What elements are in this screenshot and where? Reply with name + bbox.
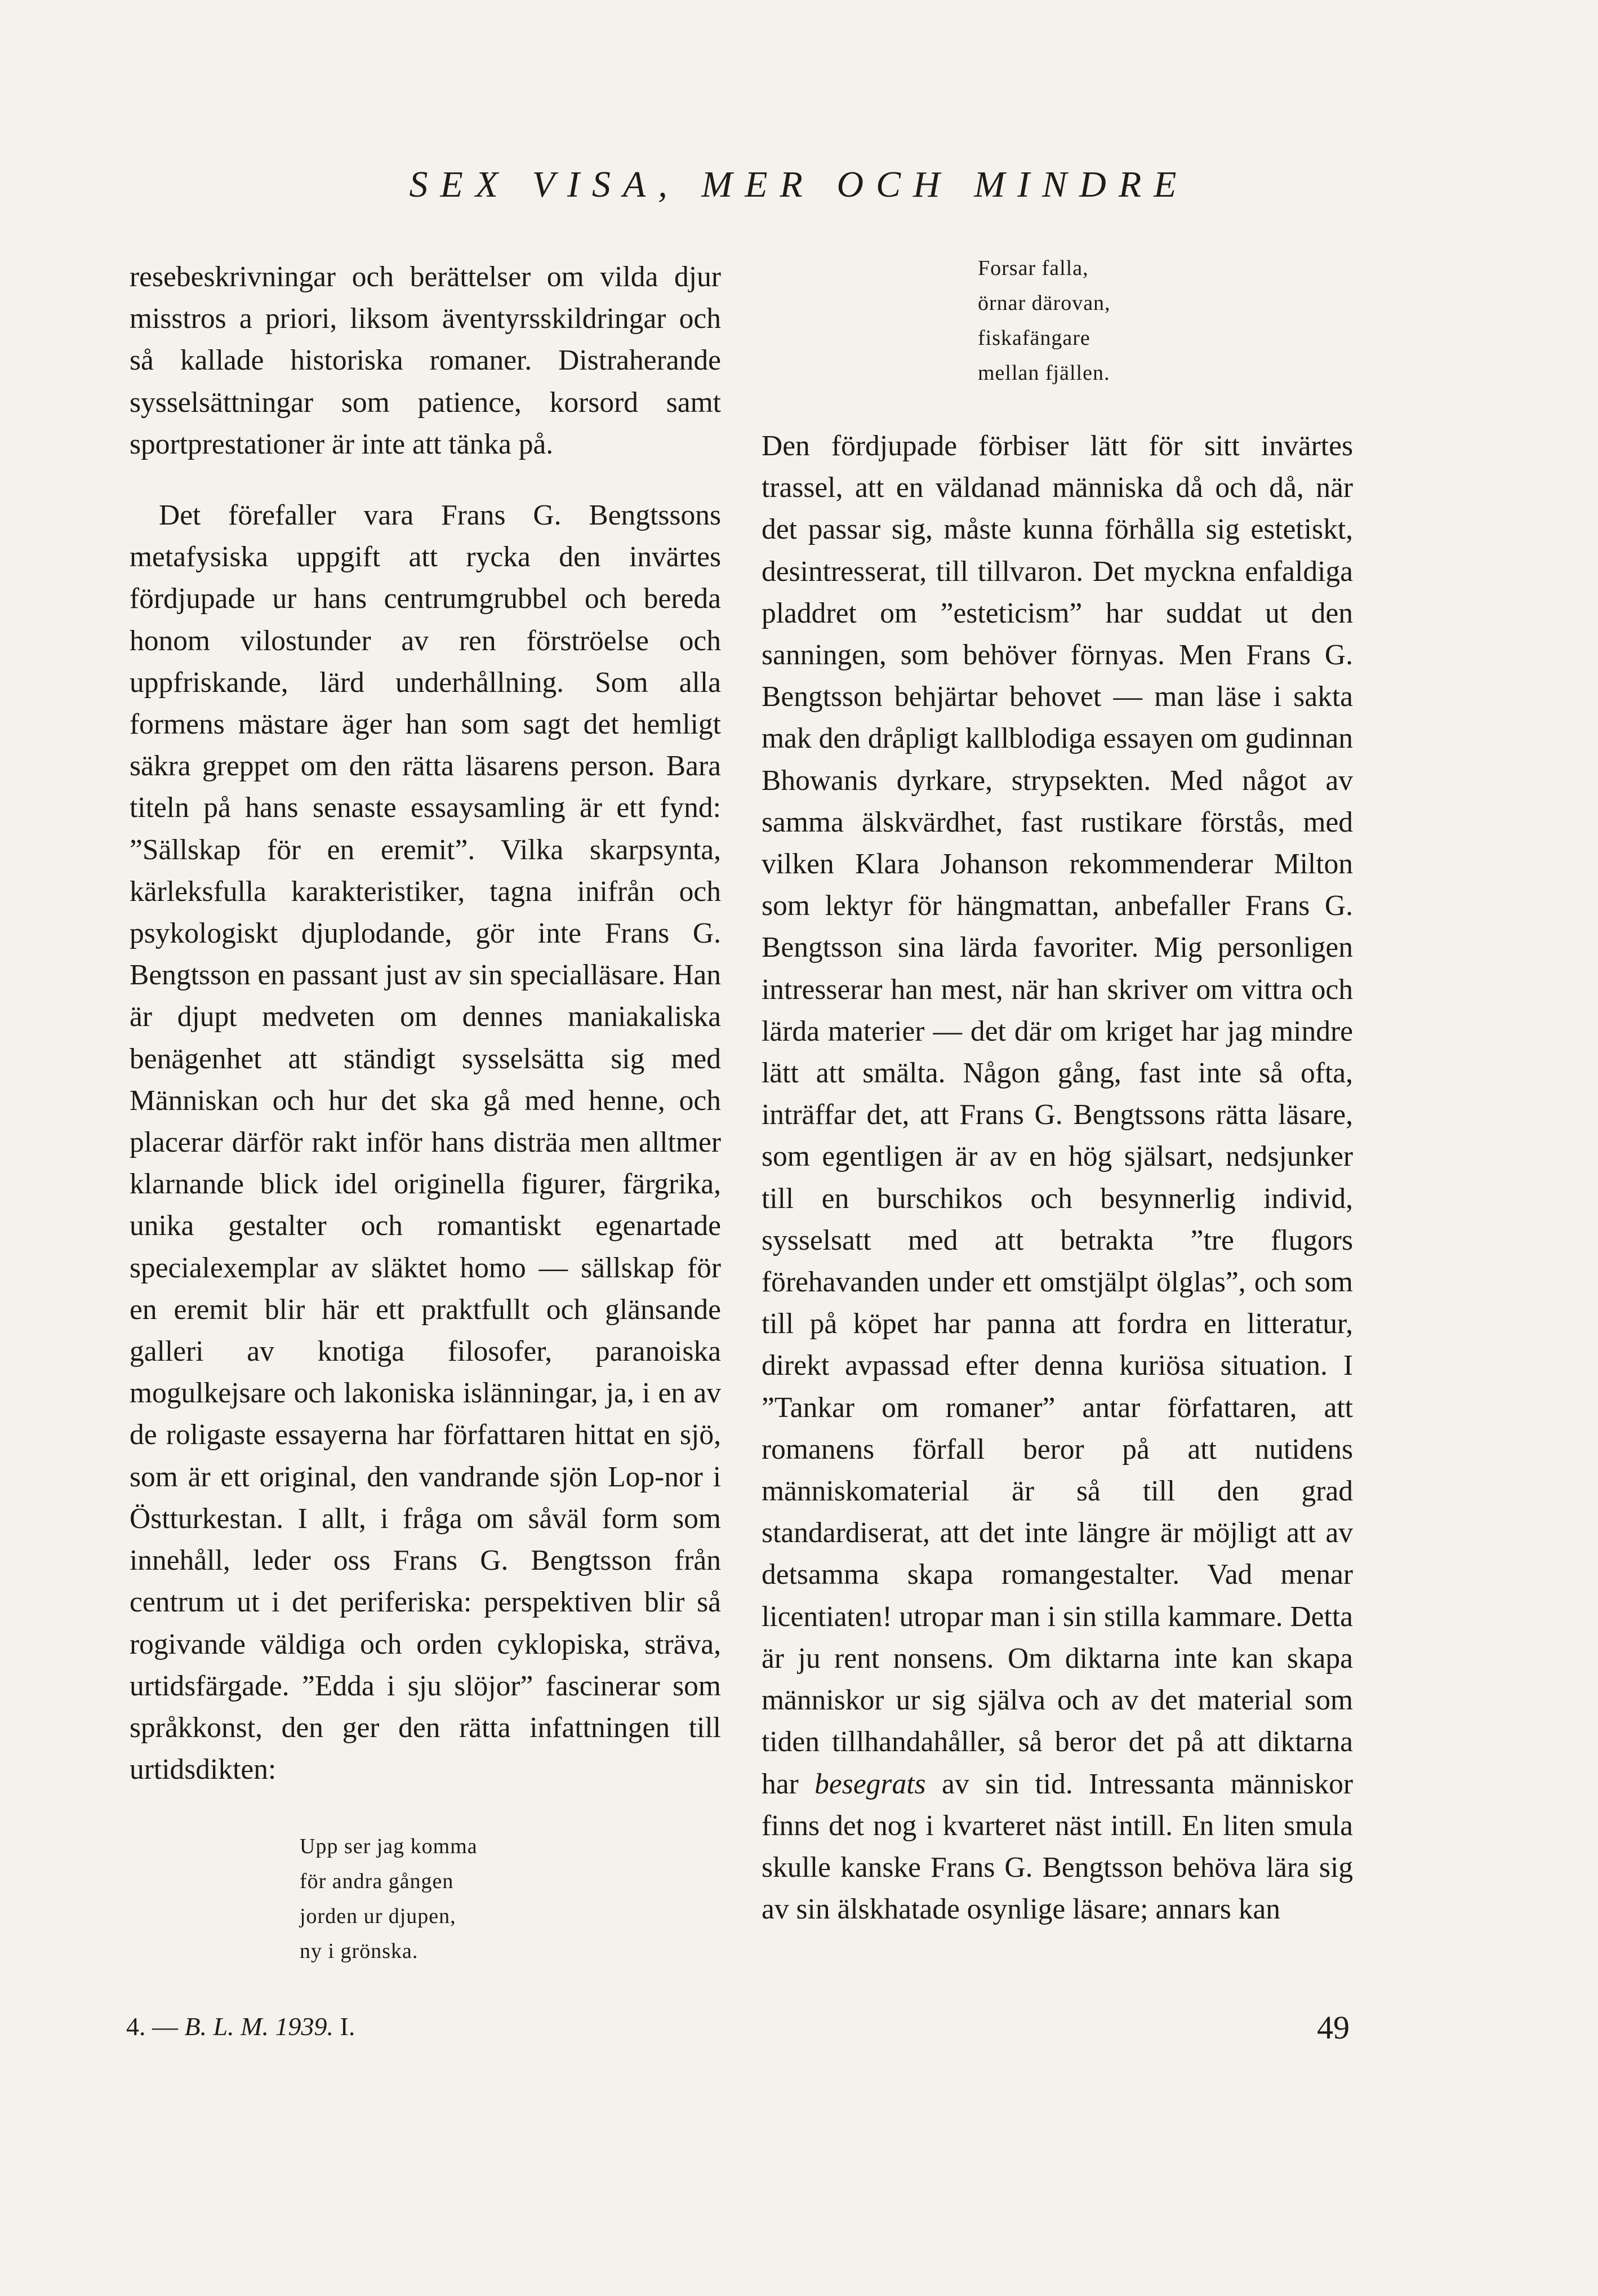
right-poem-line: örnar därovan, (978, 291, 1111, 315)
left-paragraph-2: Det förefaller vara Frans G. Bengtssons metafysiska uppgift att rycka den invärtes fördjupade ur hans centrumgrubbel och bereda honom vilostunder av ren förströelse och uppfriskande, lärd underhållning. Som alla formens mästare äger han som sagt det hemligt säkra greppet om den rätta läsarens person. Bara titeln på hans senaste essaysamling är ett fynd: ”Sällskap för en eremit”. Vilka skarpsynta, kärleksfulla karakteristiker, tagna inifrån och psykologiskt djuplodande, gör inte Frans G. Bengtsson en passant just av sin specialläsare. Han är djupt medveten om dennes maniakaliska benägenhet att ständigt sysselsätta sig med Människan och hur det ska gå med henne, och placerar därför rakt inför hans disträa men alltmer klarnande blick idel originella figurer, färgrika, unika gestalter och romantiskt egenartade specialexemplar av släktet homo — sällskap för en eremit blir här ett praktfullt och glänsande galleri av knotiga filosofer, paranoiska mogulkejsare och lakoniska islänningar, ja, i en av de roligaste essayerna har författaren hittat en sjö, som är ett original, den vandrande sjön Lop-nor i Östturkestan. I allt, i fråga om såväl form som innehåll, leder oss Frans G. Bengtsson från centrum ut i det periferiska: perspektiven blir så rogivande väldiga och orden cyklopiska, sträva, urtidsfärgade. ”Edda i sju slöjor” fascinerar som språkkonst, den ger den rätta infattningen till urtidsdikten: (130, 499, 721, 1786)
right-poem (978, 251, 1353, 390)
left-poem-line: Upp ser jag komma (300, 1835, 478, 1859)
signature-suffix: I. (333, 2012, 355, 2041)
right-poem-line: mellan fjällen. (978, 361, 1110, 385)
left-paragraph-1: resebeskrivningar och berättelser om vilda djur misstros a priori, liksom äventyrsskildringar och så kallade historiska romaner. Distraherande sysselsättningar som patience, korsord samt sportprestationer är inte att tänka på. (130, 261, 721, 460)
left-poem-line: jorden ur djupen, (300, 1904, 456, 1929)
signature-mark (126, 2011, 355, 2041)
right-paragraph (762, 425, 1353, 1930)
italic-word: besegrats (814, 1767, 926, 1800)
right-paragraph-end: av sin tid. Intressanta människor finns det nog i kvarteret näst intill. En liten smula skulle kanske Frans G. Bengtsson behöva lära sig av sin älskhatade osynlige läsare; annars kan (762, 1767, 1353, 1926)
left-poem (300, 1829, 721, 1969)
running-head: SEX VISA, MER OCH MINDRE (409, 164, 1189, 205)
left-poem-line: ny i grönska. (300, 1939, 419, 1964)
right-paragraph-text: Den fördjupade förbiser lätt för sitt invärtes trassel, att en väldanad människa då och då, när det passar sig, måste kunna förhålla sig estetiskt, desintresserat, till tillvaron. Det myckna enfaldiga pladdret om ”esteticism” har suddat ut den sanningen, som behöver förnyas. Men Frans G. Bengtsson behjärtar behovet — man läse i sakta mak den dråpligt kallblodiga essayen om gudinnan Bhowanis dyrkare, strypsekten. Med något av samma älskvärdhet, fast rustikare förstås, med vilken Klara Johanson rekommenderar Milton som lektyr för hängmattan, anbefaller Frans G. Bengtsson sina lärda favoriter. Mig personligen intresserar han mest, när han skriver om vittra och lärda materier — det där om kriget har jag mindre lätt att smälta. Någon gång, fast inte så ofta, inträffar det, att Frans G. Bengtssons rätta läsare, som egentligen är av en hög själsart, nedsjunker till en burschikos och besynnerlig individ, sysselsatt med att betrakta ”tre flugors förehavanden under ett omstjälpt ölglas”, och som till på köpet har panna att fordra en litteratur, direkt avpassad efter denna kuriösa situation. I ”Tankar om romaner” antar författaren, att romanens förfall beror på att nutidens människomaterial är så till den grad standardiserat, att det inte längre är möjligt att av detsamma skapa romangestalter. Vad menar licentiaten! utropar man i sin stilla kammare. Detta är ju rent nonsens. Om diktarna inte kan skapa människor ur sig själva och av det material som tiden tillhandahåller, så beror det på att diktarna har (762, 430, 1353, 1800)
left-poem-line: för andra gången (300, 1869, 454, 1894)
signature-prefix: 4. — (126, 2012, 185, 2041)
left-column (130, 256, 721, 1969)
right-poem-line: Forsar falla, (978, 256, 1089, 280)
right-column (762, 251, 1353, 1930)
signature-journal: B. L. M. 1939. (184, 2012, 333, 2041)
page-number: 49 (1317, 2009, 1350, 2046)
right-poem-line: fiskafängare (978, 326, 1090, 350)
